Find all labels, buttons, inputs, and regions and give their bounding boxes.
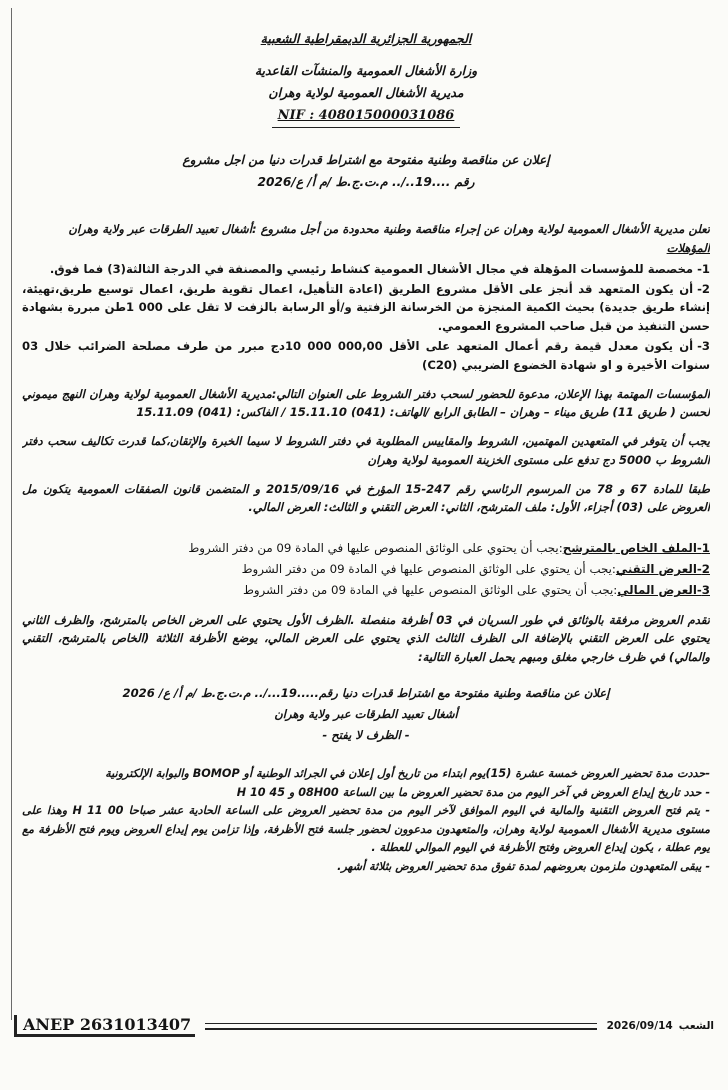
note-item: - يبقى المتعهدون ملزمون بعروضهم لمدة تفوق مدة تحضير العروض بثلاثة أشهر.: [337, 859, 710, 873]
offer-part-item: [22, 539, 710, 558]
note-item: -حددت مدة تحضير العروض خمسة عشرة (15)يوم ابتداء من تاريخ أول إعلان في الجرائد الوطنية أو BOMOP والبوابة الإلكترونية: [105, 767, 710, 781]
intro-paragraph: [22, 220, 710, 258]
newspaper-name: الشعب: [678, 1020, 714, 1032]
footer-rule: [205, 1023, 596, 1030]
announcement-body: [22, 28, 710, 1010]
note-item: - حدد تاريخ إيداع العروض في آخر اليوم من مدة تحضير العروض ما بين الساعة 08H00 و 45 H 10: [236, 785, 710, 799]
offer-parts-list: [22, 539, 710, 600]
title-line: إعلان عن مناقصة وطنية مفتوحة مع اشتراط قدرات دنيا من اجل مشروع: [182, 153, 550, 168]
envelope-label-title: إعلان عن مناقصة وطنية مفتوحة مع اشتراط قدرات دنيا رقم.....19.../.. م.ت.ج.ط /م أ/ ع/ 2026: [122, 685, 610, 700]
qualification-number: 1-: [697, 261, 710, 276]
publication-info: [607, 1020, 714, 1032]
envelopes-paragraph: تقدم العروض مرفقة بالوثائق في طور السريان في 03 أظرفة منفصلة .الظرف الأول يحتوي على العرض الخاص بالمترشح، والظرف الثاني يحتوي على العرض التقني بالإضافة الى الظرف الثالث الذي يحتوي على العرض المالي، يوضع الأظرفة الثلاثة (الخاص بالمترشح، التقني والمالي) في ظرف خارجي مغلق ومبهم يحمل العبارة التالية:: [22, 612, 710, 665]
qualification-text: أن يكون المتعهد قد أنجز على الأقل مشروع الطريق (اعادة التأهيل، اعمال تقوية طريق، اعمال توسيع طريق،تهيئة، إنشاء طريق جديدة) بحيث الكمية المنجزة من الخرسانة الزفتية و/أو الرسابة بالزفت لا تقل على 000 1طن مبررة بشهادة حسن التنفيذ من قبل صاحب المشروع العمومي.: [22, 281, 710, 334]
title-reference-number: رقم ....19../.. م.ت.ج.ط /م أ/ ع/2026: [257, 175, 475, 190]
offer-part-text: :يجب أن يحتوي على الوثائق المنصوص عليها في المادة 09 من دفتر الشروط: [242, 583, 618, 598]
envelope-label: [22, 683, 710, 746]
requirements-paragraph: يجب أن يتوفر في المتعهدين المهتمين، الشروط والمقاييس المطلوبة في دفتر الشروط لا سيما الخبرة والإتقان،كما قدرت تكاليف سحب دفتر الشروط ب 5000 دج تدفع على مستوى الخزينة العمومية لولاية وهران: [22, 434, 710, 467]
qualifications-list: [22, 260, 710, 375]
note-item: - يتم فتح العروض التقنية والمالية في اليوم الموافق لآخر اليوم من مدة تحضير العروض على الساعة الحادية عشر صباحا 00 H 11 وهذا على مستوى مديرية الأشغال العمومية لولاية وهران، والمتعهدون مدعوون لحضور جلسة فتح الأظرفة، وإذا تزامن يوم إيداع العروض ويوم فتح الأظرفة مع يوم عطلة ، يكون إيداع العروض وفتح الأظرفة في اليوم الموالي للعطلة .: [22, 804, 710, 855]
notes-list: [22, 765, 710, 876]
announcement-title: [22, 150, 710, 194]
anep-reference: ANEP 2631013407: [14, 1015, 195, 1037]
withdrawal-paragraph: المؤسسات المهتمة بهذا الإعلان، مدعوة للحضور لسحب دفتر الشروط على العنوان التالي:مديرية الأشغال العمومية لولاية وهران النهج ميموني لحسن ( طريق 11) طريق ميناء – وهران – الطابق الرابع /الهاتف: (041) 15.11.10 / الفاكس: (041) 15.11.09: [22, 386, 710, 420]
intro-text: تعلن مديرية الأشغال العمومية لولاية وهران عن إجراء مناقصة وطنية محدودة من أجل مشروع :أشغال تعبيد الطرقات عبر ولاية وهران: [68, 222, 710, 237]
offer-part-item: [22, 560, 710, 579]
qualification-number: 3-: [697, 338, 710, 353]
qualification-item: [22, 280, 710, 336]
footer: [14, 1014, 714, 1038]
offer-part-text: :يجب أن يحتوي على الوثائق المنصوص عليها في المادة 09 من دفتر الشروط: [241, 562, 616, 577]
qualification-text: أن يكون معدل قيمة رقم أعمال المتعهد على الأقل 000,00 000 10دج مبرر من طرف مصلحة الضرائب خلال 03 سنوات الأخيرة و او شهادة الخضوع الضريبي (C20): [22, 338, 710, 372]
ministry-name: وزارة الأشغال العمومية والمنشآت القاعدية: [254, 62, 478, 78]
nif-number: NIF : 408015000031086: [272, 105, 461, 129]
directorate-name: مديرية الأشغال العمومية لولاية وهران: [268, 84, 464, 100]
qualification-text: مخصصة للمؤسسات المؤهلة في مجال الأشغال العمومية كنشاط رئيسي والمصنفة في الدرجة الثالثة(3) فما فوق.: [49, 261, 694, 276]
offer-part-label: 2-العرض التقني: [615, 562, 710, 577]
qualification-item: [22, 260, 710, 279]
envelope-label-project: أشغال تعبيد الطرقات عبر ولاية وهران: [274, 706, 458, 721]
republic-name: الجمهورية الجزائرية الديمقراطية الشعبية: [260, 31, 472, 46]
legal-basis-paragraph: طبقا للمادة 67 و 78 من المرسوم الرئاسي رقم 247-15 المؤرخ في 2015/09/16 و المتضمن قانون الصفقات العمومية يتكون مل العروض على (03) أجزاء، الأول: ملف المترشح، الثاني: العرض التقني و الثالث: العرض المالي.: [22, 481, 710, 515]
qualifications-heading: المؤهلات: [666, 241, 710, 256]
qualification-item: [22, 337, 710, 375]
issuer-header: [22, 28, 710, 128]
envelope-label-notice: - الظرف لا يفتح -: [322, 727, 410, 742]
qualification-number: 2-: [697, 281, 710, 296]
publication-date: 2026/09/14: [606, 1020, 673, 1032]
offer-part-label: 3-العرض المالي: [617, 583, 710, 598]
offer-part-item: [22, 581, 710, 600]
offer-part-text: :يجب أن يحتوي على الوثائق المنصوص عليها في المادة 09 من دفتر الشروط: [188, 541, 563, 556]
page-frame-line: [11, 8, 12, 1020]
offer-part-label: 1-الملف الخاص بالمترشح: [562, 541, 710, 556]
